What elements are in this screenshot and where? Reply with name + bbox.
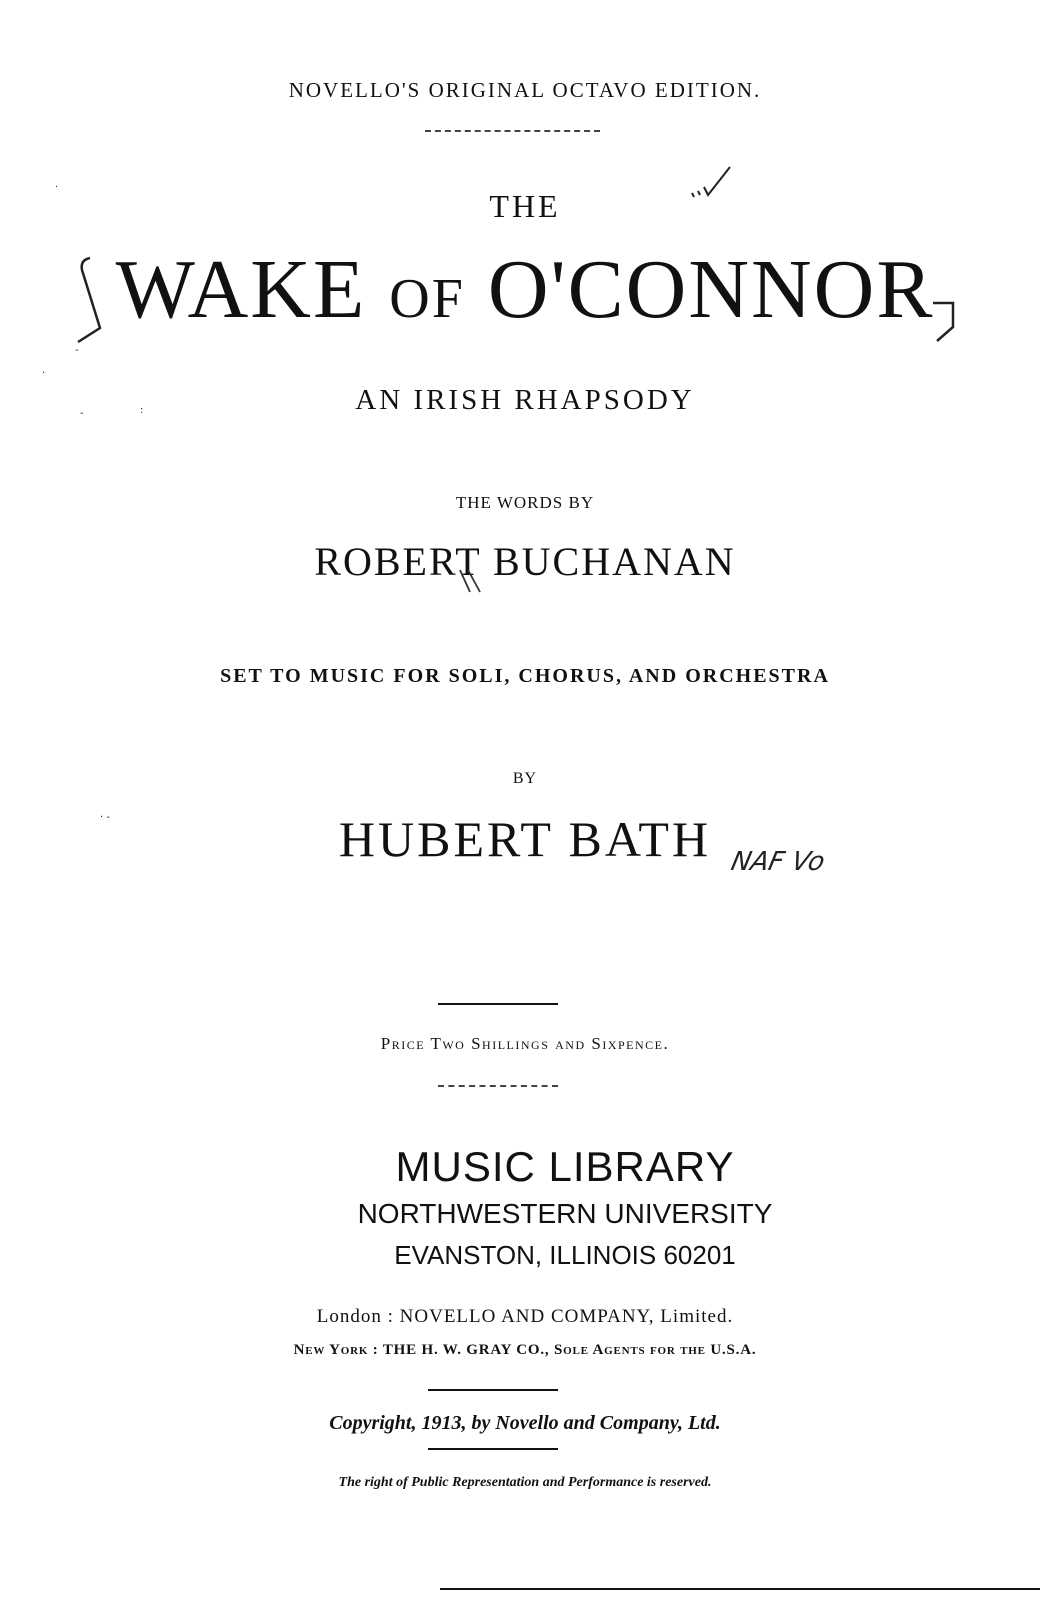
subtitle: AN IRISH RHAPSODY	[355, 384, 695, 416]
publisher-london: London : NOVELLO AND COMPANY, Limited.	[316, 1306, 734, 1327]
speck-mark: ·	[42, 368, 46, 379]
main-title-of: OF	[389, 268, 465, 330]
price-divider-top	[438, 1003, 558, 1005]
check-mark-icon	[690, 165, 740, 205]
speck-mark: :	[140, 405, 144, 416]
rights-notice: The right of Public Representation and Performance is reserved.	[338, 1475, 712, 1490]
musical-setting: SET TO MUSIC FOR SOLI, CHORUS, AND ORCHESTRA	[220, 665, 830, 687]
copyright-line: Copyright, 1913, by Novello and Company, Ltd.	[329, 1412, 721, 1434]
main-title-part2: O'CONNOR	[487, 243, 935, 336]
publisher-new-york: New York : THE H. W. GRAY CO., Sole Agents for the U.S.A.	[293, 1342, 757, 1358]
composer-name: HUBERT BATH	[338, 811, 712, 867]
price-line: Price Two Shillings and Sixpence.	[380, 1034, 670, 1053]
edition-divider	[425, 130, 600, 132]
speck-mark: -	[80, 408, 84, 419]
pencil-mark-icon	[458, 568, 488, 598]
handwritten-note-text: NAF Vo	[728, 847, 828, 877]
bracket-mark-left-icon	[60, 250, 120, 350]
edition-line: NOVELLO'S ORIGINAL OCTAVO EDITION.	[288, 78, 762, 102]
main-title-part1: WAKE	[115, 243, 367, 336]
bracket-mark-right-icon	[925, 275, 965, 355]
library-stamp-line2: NORTHWESTERN UNIVERSITY	[357, 1198, 773, 1229]
main-title	[0, 243, 1050, 336]
title-article: THE	[489, 188, 561, 224]
handwritten-note	[728, 832, 858, 882]
speck-mark: ·	[55, 182, 59, 193]
speck-mark: -	[75, 345, 79, 356]
speck-mark: · -	[100, 812, 110, 823]
library-stamp-line1: MUSIC LIBRARY	[395, 1143, 735, 1190]
copyright-divider-top	[428, 1389, 558, 1391]
words-by-label: THE WORDS BY	[455, 493, 595, 512]
by-label: BY	[512, 770, 538, 787]
price-divider-bottom	[438, 1085, 558, 1087]
page-bottom-rule	[440, 1588, 1040, 1590]
author-name: ROBERT BUCHANAN	[314, 539, 736, 584]
copyright-divider-bottom	[428, 1448, 558, 1450]
library-stamp-line3: EVANSTON, ILLINOIS 60201	[394, 1240, 736, 1270]
